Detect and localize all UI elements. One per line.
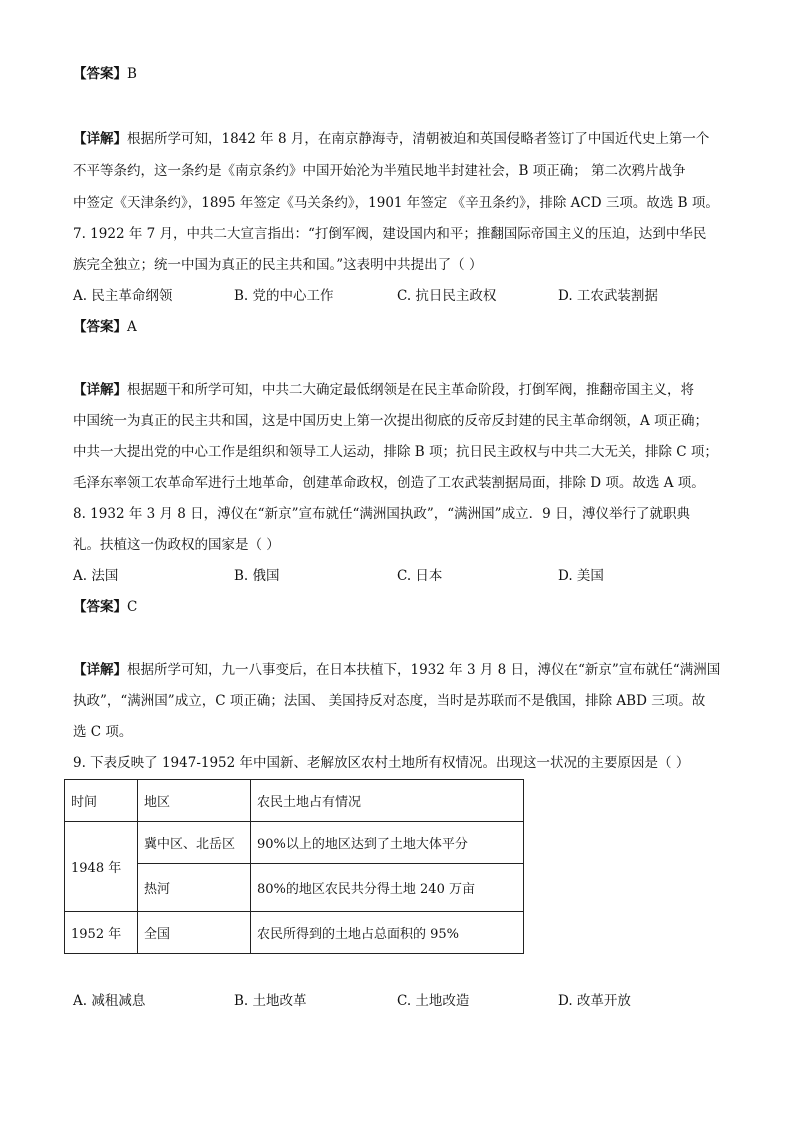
q8-detail-line	[73, 660, 720, 680]
table-cell-region: 冀中区、北岳区	[138, 822, 251, 864]
answer-tag: 【答案】	[73, 66, 127, 82]
table-cell-status: 90%以上的地区达到了土地大体平分	[251, 822, 524, 864]
table-header-cell: 农民土地占有情况	[251, 780, 524, 822]
q9-stem: 9. 下表反映了 1947-1952 年中国新、老解放区农村土地所有权情况。出现这一状况的主要原因是（ ）	[73, 755, 690, 771]
table-cell-region: 全国	[138, 912, 251, 954]
table-header-cell: 时间	[65, 780, 138, 822]
detail-text: 根据所学可知，1842 年 8 月，在南京静海寺，清朝被迫和英国侵略者签订了中国近代史上第一个	[127, 131, 710, 147]
q9-option-d: D. 改革开放	[558, 993, 631, 1009]
q7-option-c: C. 抗日民主政权	[397, 288, 497, 304]
q7-detail-line: 毛泽东率领工农革命军进行土地革命，创建革命政权，创造了工农武装割据局面，排除 D 项。故选 A 项。	[73, 475, 705, 491]
q7-option-d: D. 工农武装割据	[558, 288, 658, 304]
table-row	[65, 912, 524, 954]
q7-detail-line: 中国统一为真正的民主共和国，这是中国历史上第一次提出彻底的反帝反封建的民主革命纲领，A 项正确；	[73, 413, 709, 429]
q8-option-d: D. 美国	[558, 568, 604, 584]
q6-detail-line: 不平等条约，这一条约是《南京条约》中国开始沦为半殖民地半封建社会，B 项正确； 第二次鸦片战争	[73, 163, 686, 179]
table-cell-region: 热河	[138, 864, 251, 912]
answer-tag: 【答案】	[73, 319, 127, 335]
answer-tag: 【答案】	[73, 599, 127, 615]
detail-tag: 【详解】	[73, 131, 127, 147]
q7-stem: 7. 1922 年 7 月，中共二大宣言指出：“打倒军阀，建设国内和平；推翻国际帝国主义的压迫，达到中华民	[73, 226, 707, 242]
q8-detail-line: 选 C 项。	[73, 724, 133, 740]
q8-option-c: C. 日本	[397, 568, 443, 584]
q8-stem: 礼。扶植这一伪政权的国家是（ ）	[73, 537, 280, 553]
q7-answer	[73, 317, 137, 337]
q8-detail-line: 执政”，“满洲国”成立，C 项正确；法国、 美国持反对态度，当时是苏联而不是俄国，排除 ABD 三项。故	[73, 693, 706, 709]
table-cell-status: 80%的地区农民共分得土地 240 万亩	[251, 864, 524, 912]
table-cell-time: 1952 年	[65, 912, 138, 954]
q6-detail-line: 中签定《天津条约》，1895 年签定《马关条约》，1901 年签定 《辛丑条约》，排除 ACD 三项。故选 B 项。	[73, 195, 719, 211]
q8-option-b: B. 俄国	[234, 568, 280, 584]
q9-option-a: A. 减租减息	[73, 993, 146, 1009]
detail-text: 根据题干和所学可知，中共二大确定最低纲领是在民主革命阶段，打倒军阀，推翻帝国主义，将	[127, 382, 694, 398]
table-header-cell: 地区	[138, 780, 251, 822]
q7-detail-line	[73, 380, 694, 400]
land-ownership-table	[64, 779, 524, 954]
table-row	[65, 822, 524, 864]
q7-detail-line: 中共一大提出党的中心工作是组织和领导工人运动，排除 B 项；抗日民主政权与中共二大无关，排除 C 项；	[73, 444, 718, 460]
q7-option-a: A. 民主革命纲领	[73, 288, 173, 304]
q8-option-a: A. 法国	[73, 568, 119, 584]
detail-text: 根据所学可知，九一八事变后，在日本扶植下，1932 年 3 月 8 日，溥仪在“新京”宣布就任“满洲国	[127, 662, 721, 678]
table-header-row	[65, 780, 524, 822]
detail-tag: 【详解】	[73, 662, 127, 678]
q8-answer	[73, 597, 137, 617]
q6-answer	[73, 64, 137, 84]
q7-option-b: B. 党的中心工作	[234, 288, 334, 304]
answer-value: A	[127, 319, 137, 335]
answer-value: B	[127, 66, 137, 82]
table-cell-time: 1948 年	[65, 822, 138, 912]
table-cell-status: 农民所得到的土地占总面积的 95%	[251, 912, 524, 954]
answer-value: C	[127, 599, 138, 615]
q6-detail-line	[73, 129, 709, 149]
q9-option-c: C. 土地改造	[397, 993, 470, 1009]
detail-tag: 【详解】	[73, 382, 127, 398]
q9-option-b: B. 土地改革	[234, 993, 307, 1009]
q8-stem: 8. 1932 年 3 月 8 日，溥仪在“新京”宣布就任“满洲国执政”，“满洲国”成立．9 日，溥仪举行了就职典	[73, 506, 690, 522]
q7-stem: 族完全独立；统一中国为真正的民主共和国。”这表明中共提出了（ ）	[73, 257, 483, 273]
